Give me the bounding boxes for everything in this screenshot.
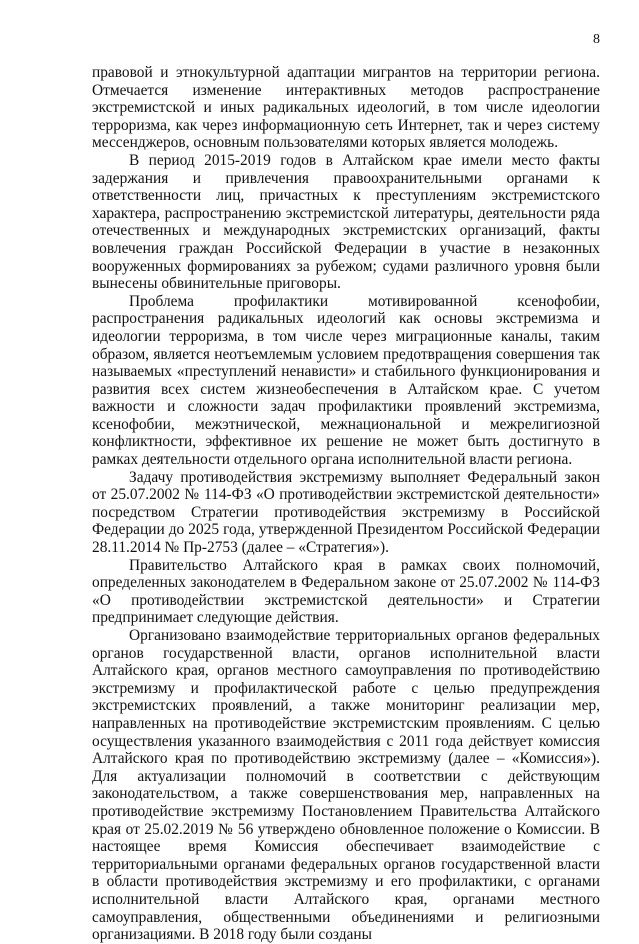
paragraph-xenophobia-prevention: Проблема профилактики мотивированной ксенофобии, распространения радикальных идеологий как основы экстремизма и идеологии терроризма, в том числе через миграционные каналы, таким образом, является неотъемлемым условием предотвращения совершения так называемых «преступлений ненависти» и стабильного функционирования и развития всех систем жизнеобеспечения в Алтайском крае. С учетом важности и сложности задач профилактики проявлений экстремизма, ксенофобии, межэтнической, межнациональной и межрелигиозной конфликтности, эффективное их решение не может быть достигнуто в рамках деятельности отдельного органа исполнительной власти региона.: [92, 292, 600, 469]
paragraph-extremism-facts-2015-2019: В период 2015-2019 годов в Алтайском крае имели место факты задержания и привлечения правоохранительными органами к ответственности лиц, причастных к преступлениям экстремистского характера, распространению экстремистской литературы, деятельности ряда отечественных и международных экстремистских организаций, факты вовлечения граждан Российской Федерации в участие в незаконных вооруженных формированиях за рубежом; судами различного уровня были вынесены обвинительные приговоры.: [92, 151, 600, 293]
paragraph-commission-cooperation: Организовано взаимодействие территориальных органов федеральных органов государственной власти, органов исполнительной власти Алтайского края, органов местного самоуправления по противодействию экстремизму и профилактической работе с целью предупреждения экстремистских проявлений, а также мониторинг реализации мер, направленных на противодействие экстремистским проявлениям. С целью осуществления указанного взаимодействия с 2011 года действует комиссия Алтайского края по противодействию экстремизму (далее – «Комиссия»). Для актуализации полномочий в соответствии с действующим законодательством, а также совершенствования мер, направленных на противодействие экстремизму Постановлением Правительства Алтайского края от 25.02.2019 № 56 утверждено обновленное положение о Комиссии. В настоящее время Комиссия обеспечивает взаимодействие с территориальными органами федеральных органов государственной власти в области противодействия экстремизму и его профилактики, с органами исполнительной власти Алтайского края, органами местного самоуправления, общественными объединениями и религиозными организациями. В 2018 году были созданы: [92, 627, 600, 944]
page-number: 8: [593, 32, 600, 47]
paragraph-government-actions: Правительство Алтайского края в рамках своих полномочий, определенных законодателем в Федеральном законе от 25.07.2002 № 114-ФЗ «О противодействии экстремистской деятельности» и Стратегии предпринимает следующие действия.: [92, 556, 600, 627]
document-body: [92, 64, 600, 944]
paragraph-migrant-adaptation: правовой и этнокультурной адаптации мигрантов на территории региона. Отмечается изменение интерактивных методов распространение экстремистской и иных радикальных идеологий, в том числе идеологии терроризма, как через информационную сеть Интернет, так и через систему мессенджеров, основным пользователями которых является молодежь.: [92, 64, 600, 152]
paragraph-federal-law-strategy: Задачу противодействия экстремизму выполняет Федеральный закон от 25.07.2002 № 114-ФЗ «О противодействии экстремистской деятельности» посредством Стратегии противодействия экстремизму в Российской Федерации до 2025 года, утвержденной Президентом Российской Федерации 28.11.2014 № Пр-2753 (далее – «Стратегия»).: [92, 468, 600, 557]
